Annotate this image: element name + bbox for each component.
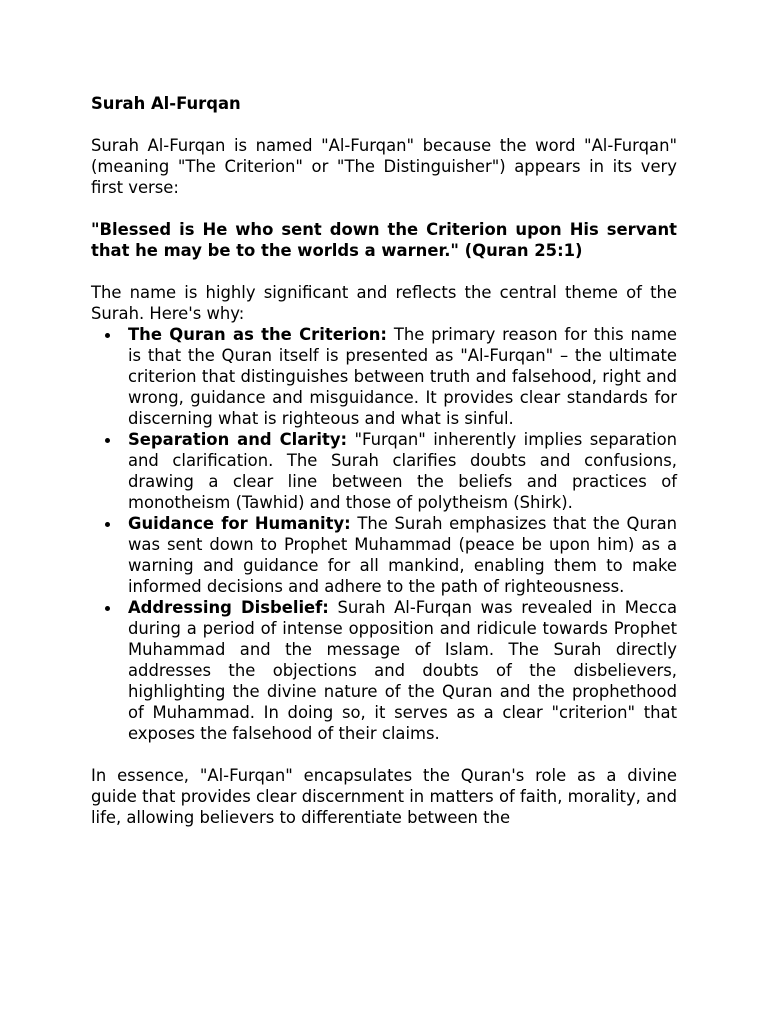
bullet-icon — [105, 522, 110, 527]
document-title: Surah Al-Furqan — [91, 94, 241, 113]
point-term: Guidance for Humanity: — [128, 514, 351, 533]
lead-paragraph: The name is highly significant and reflects the central theme of the Surah. Here's why: — [91, 283, 677, 323]
point-text: The Surah emphasizes that the Quran was sent down to Prophet Muhammad (peace be upon him) as a warning and guidance for all mankind, enabling them to make informed decisions and adhere to the path of righteousness. — [128, 514, 677, 596]
bullet-icon — [105, 333, 110, 338]
point-text: Surah Al-Furqan was revealed in Mecca during a period of intense opposition and ridicule towards Prophet Muhammad and the message of Islam. The Surah directly addresses the objections and doubts of the disbelievers, highlighting the divine nature of the Quran and the prophethood of Muhammad. In doing so, it serves as a clear "criterion" that exposes the falsehood of their claims. — [128, 598, 677, 743]
document-body — [91, 93, 677, 828]
point-term: Separation and Clarity: — [128, 430, 348, 449]
list-item — [91, 513, 677, 597]
point-term: Addressing Disbelief: — [128, 598, 329, 617]
bullet-icon — [105, 606, 110, 611]
reasons-list — [91, 324, 677, 744]
list-item — [91, 324, 677, 429]
point-term: The Quran as the Criterion: — [128, 325, 387, 344]
list-item — [91, 597, 677, 744]
point-text: The primary reason for this name is that the Quran itself is presented as "Al-Furqan" – the ultimate criterion that distinguishes between truth and falsehood, right and wrong, guidance and misguidance. It provides clear standards for discerning what is righteous and what is sinful. — [128, 325, 678, 428]
bullet-icon — [105, 438, 110, 443]
list-item — [91, 429, 677, 513]
verse-quote: "Blessed is He who sent down the Criterion upon His servant that he may be to the worlds a warner." (Quran 25:1) — [91, 220, 677, 260]
intro-paragraph: Surah Al-Furqan is named "Al-Furqan" because the word "Al-Furqan" (meaning "The Criterion" or "The Distinguisher") appears in its very first verse: — [91, 136, 677, 197]
point-text: "Furqan" inherently implies separation and clarification. The Surah clarifies doubts and confusions, drawing a clear line between the beliefs and practices of monotheism (Tawhid) and those of polytheism (Shirk). — [128, 430, 677, 512]
closing-paragraph: In essence, "Al-Furqan" encapsulates the Quran's role as a divine guide that provides clear discernment in matters of faith, morality, and life, allowing believers to differentiate between the — [91, 766, 677, 827]
